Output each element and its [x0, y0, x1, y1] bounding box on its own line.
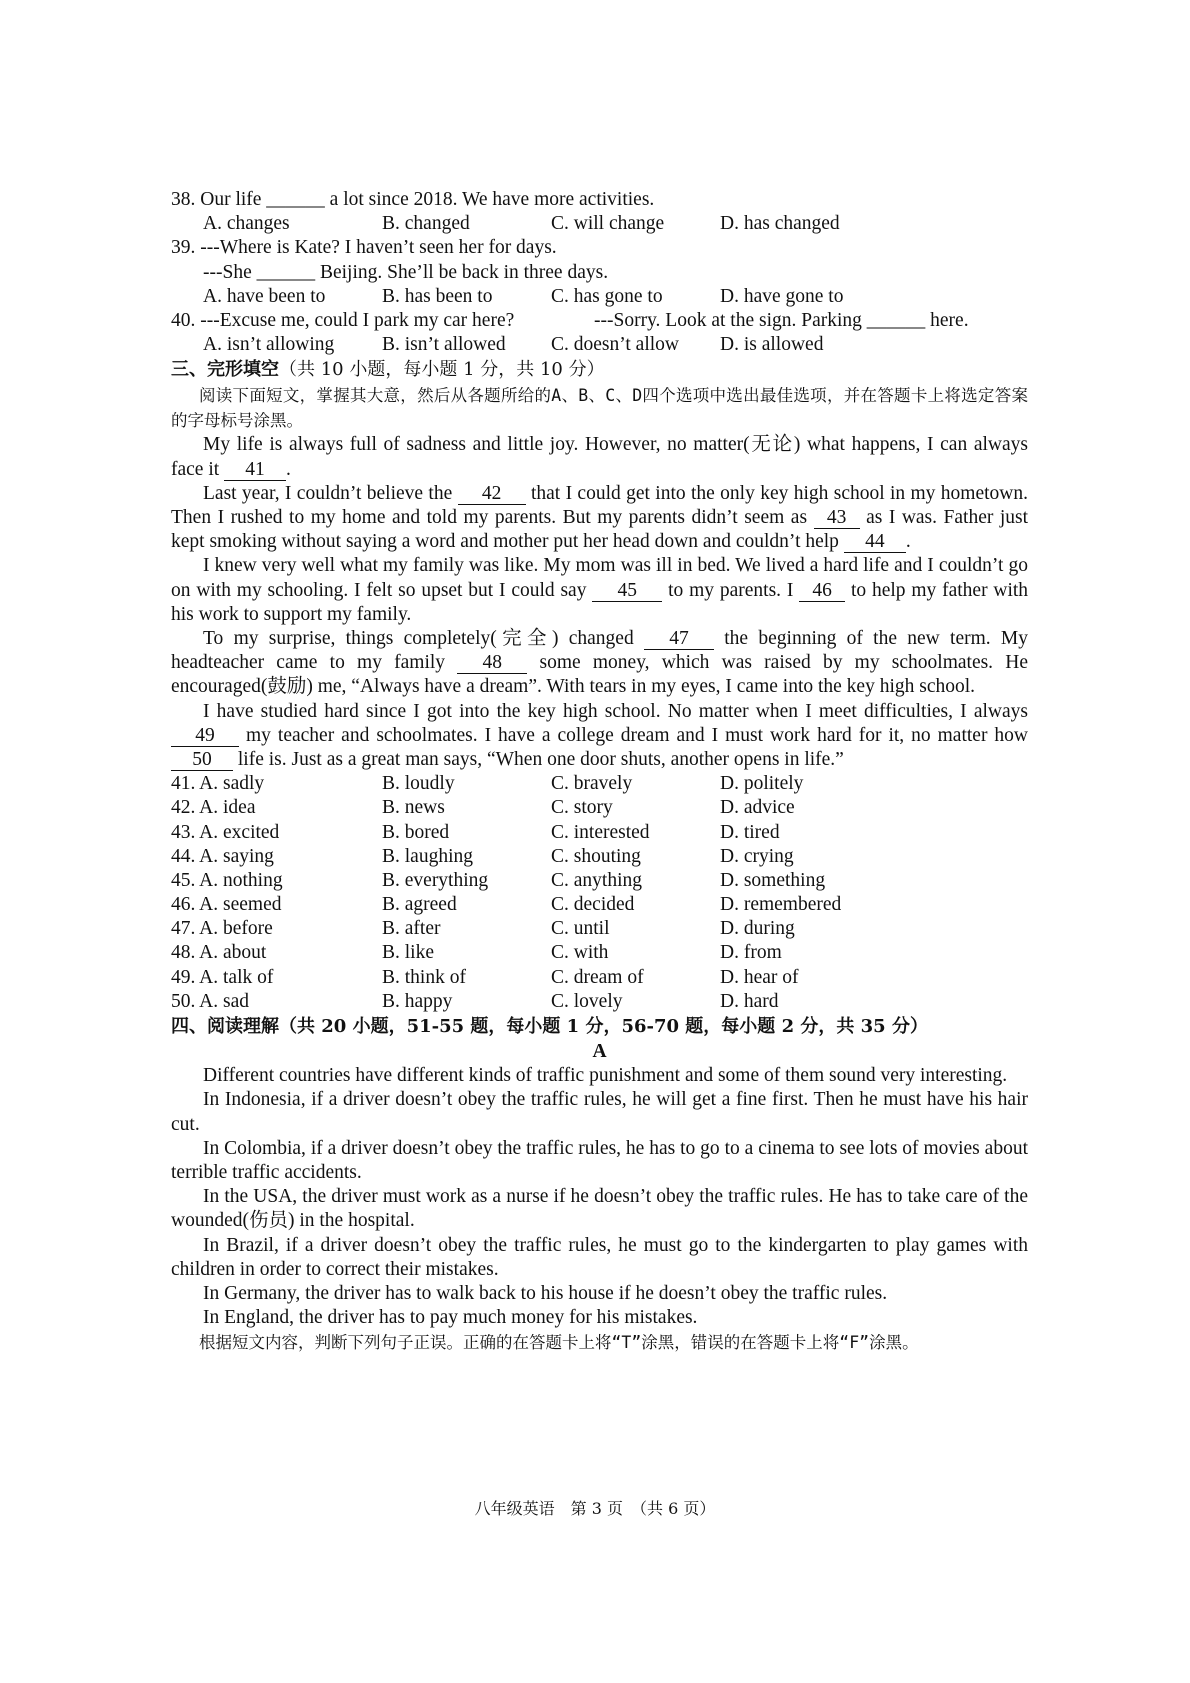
- text: Last year, I couldn’t believe the: [203, 482, 453, 504]
- option: 43. A. excited: [171, 821, 280, 843]
- option: B. laughing: [382, 845, 473, 867]
- cloze-paragraph-1: [171, 433, 1028, 481]
- cloze-paragraph-4: [171, 627, 1028, 700]
- cloze-option-row: [171, 966, 1028, 990]
- option: C. until: [551, 918, 610, 940]
- blank-44: 44: [844, 532, 906, 553]
- option: D. is allowed: [720, 334, 824, 356]
- option: C. has gone to: [551, 285, 663, 307]
- option: C. will change: [551, 213, 665, 235]
- option: B. happy: [382, 990, 453, 1012]
- cloze-option-row: [171, 869, 1028, 893]
- question-39-stem-2: ---She ______ Beijing. She’ll be back in three days.: [203, 261, 609, 283]
- text: to help my father with his work to support my family.: [171, 579, 1029, 625]
- blank-45: 45: [592, 581, 662, 602]
- blank-50: 50: [171, 750, 233, 771]
- cloze-option-row: [171, 845, 1028, 869]
- section-3-heading: [171, 357, 1028, 383]
- cloze-option-row: [171, 917, 1028, 941]
- text: my teacher and schoolmates. I have a college dream and I must work hard for it, no matter how: [246, 724, 1029, 746]
- option: B. like: [382, 942, 434, 964]
- page-content: [171, 188, 1028, 1355]
- option: B. think of: [382, 966, 466, 988]
- cloze-option-row: [171, 990, 1028, 1014]
- option: B. bored: [382, 821, 450, 843]
- section-4-title: 四、阅读理解（共 20 小题，51-55 题，每小题 1 分，56-70 题，每小题 2 分，共 35 分）: [171, 1016, 928, 1038]
- option: B. isn’t allowed: [382, 334, 506, 356]
- option: C. anything: [551, 869, 642, 891]
- option: C. shouting: [551, 845, 641, 867]
- cloze-option-row: [171, 821, 1028, 845]
- cloze-paragraph-2: [171, 482, 1028, 555]
- text: to my parents. I: [668, 579, 794, 601]
- text: that I could get into the only key high school in my hometown. Then I rushed to my home and told my parents. But my parents didn’t seem as: [171, 482, 1028, 528]
- option: C. dream of: [551, 966, 644, 988]
- question-38-stem: 38. Our life ______ a lot since 2018. We have more activities.: [171, 189, 655, 210]
- text: I have studied hard since I got into the key high school. No matter when I meet difficulties, I always: [203, 700, 1028, 722]
- text: .: [905, 531, 911, 553]
- option: D. remembered: [720, 894, 842, 916]
- option: D. hard: [720, 990, 779, 1012]
- option: 42. A. idea: [171, 797, 256, 819]
- reading-paragraph: In Germany, the driver has to walk back to his house if he doesn’t obey the traffic rules.: [203, 1283, 888, 1305]
- option: B. has been to: [382, 285, 493, 307]
- option: 45. A. nothing: [171, 869, 283, 891]
- question-38-options: [171, 212, 1028, 236]
- option: B. agreed: [382, 894, 457, 916]
- text: some money, which was raised by my schoolmates. He encouraged(鼓励) me, “Always have a dream”. With tears in my eyes, I came into the key high school.: [171, 652, 1029, 698]
- reading-paragraph: In the USA, the driver must work as a nurse if he doesn’t obey the traffic rules. He has to take care of the wounded(伤员) in the hospital.: [171, 1186, 1028, 1232]
- option: 48. A. about: [171, 942, 267, 964]
- cloze-paragraph-3: [171, 554, 1028, 627]
- text: as I was. Father just kept smoking without saying a word and mother put her head down and couldn’t help: [171, 506, 1029, 553]
- part-a-title: A: [592, 1041, 607, 1063]
- option: D. hear of: [720, 966, 799, 988]
- option: C. bravely: [551, 773, 633, 795]
- option: B. loudly: [382, 773, 455, 795]
- question-39-stem: 39. ---Where is Kate? I haven’t seen her for days.: [171, 237, 557, 259]
- question-40-stem: [171, 309, 1028, 333]
- blank-41: 41: [224, 460, 286, 481]
- blank-48: 48: [457, 653, 527, 674]
- option: D. crying: [720, 845, 794, 867]
- option: D. advice: [720, 797, 795, 819]
- option: 44. A. saying: [171, 845, 274, 867]
- option: D. from: [720, 942, 782, 964]
- section-3-instruction: 阅读下面短文，掌握其大意，然后从各题所给的A、B、C、D四个选项中选出最佳选项，并在答题卡上将选定答案的字母标号涂黑。: [171, 386, 1028, 431]
- question-40-right: ---Sorry. Look at the sign. Parking ______ here.: [594, 309, 969, 331]
- option: D. have gone to: [720, 285, 844, 307]
- option: 41. A. sadly: [171, 773, 265, 795]
- option: D. during: [720, 918, 795, 940]
- option: D. has changed: [720, 213, 840, 235]
- question-40-left: 40. ---Excuse me, could I park my car here?: [171, 309, 515, 331]
- blank-49: 49: [171, 726, 239, 747]
- option: 50. A. sad: [171, 990, 249, 1012]
- option: D. politely: [720, 773, 804, 795]
- text: My life is always full of sadness and little joy. However, no matter(无论) what happens, I can always face it: [171, 434, 1028, 480]
- option: D. something: [720, 869, 826, 891]
- option: A. have been to: [203, 285, 326, 307]
- cloze-options: [171, 772, 1028, 1014]
- option: A. isn’t allowing: [203, 334, 335, 356]
- option: B. after: [382, 918, 441, 940]
- text: To my surprise, things completely(完全) changed: [203, 627, 634, 649]
- text: .: [286, 458, 291, 480]
- question-40-options: [171, 333, 1028, 357]
- section-3-note: （共 10 小题，每小题 1 分，共 10 分）: [279, 359, 605, 381]
- reading-paragraph: In Brazil, if a driver doesn’t obey the traffic rules, he must go to the kindergarten to play games with children in order to correct their mistakes.: [171, 1234, 1028, 1280]
- reading-paragraph: Different countries have different kinds of traffic punishment and some of them sound very interesting.: [203, 1065, 1008, 1087]
- cloze-paragraph-5: [171, 700, 1028, 773]
- blank-46: 46: [799, 581, 845, 602]
- cloze-option-row: [171, 772, 1028, 796]
- blank-47: 47: [644, 629, 714, 650]
- option: B. everything: [382, 869, 489, 891]
- blank-43: 43: [814, 508, 860, 529]
- option: C. decided: [551, 894, 635, 916]
- reading-paragraph: In Colombia, if a driver doesn’t obey the traffic rules, he has to go to a cinema to see lots of movies about terrible traffic accidents.: [171, 1137, 1028, 1184]
- option: 49. A. talk of: [171, 966, 274, 988]
- option: 46. A. seemed: [171, 894, 282, 916]
- option: C. interested: [551, 821, 650, 843]
- option: C. with: [551, 942, 609, 964]
- option: B. changed: [382, 213, 470, 235]
- option: A. changes: [203, 213, 290, 235]
- cloze-option-row: [171, 893, 1028, 917]
- option: C. story: [551, 797, 613, 819]
- text: I knew very well what my family was like. My mom was ill in bed. We lived a hard life and I couldn’t go on with my schooling. I felt so upset but I could say: [171, 555, 1028, 601]
- text: the beginning of the new term. My headteacher came to my family: [171, 627, 1029, 674]
- blank-42: 42: [458, 484, 526, 505]
- cloze-option-row: [171, 796, 1028, 820]
- option: C. doesn’t allow: [551, 334, 680, 356]
- page-footer: 八年级英语 第 3 页 （共 6 页）: [474, 1499, 716, 1518]
- section-3-title: 三、完形填空: [171, 359, 279, 381]
- option: 47. A. before: [171, 918, 273, 940]
- text: life is. Just as a great man says, “When one door shuts, another opens in life.”: [237, 748, 844, 770]
- option: C. lovely: [551, 990, 623, 1012]
- reading-paragraph: In England, the driver has to pay much money for his mistakes.: [203, 1307, 698, 1329]
- option: B. news: [382, 797, 445, 819]
- question-39-options: [171, 285, 1028, 309]
- option: D. tired: [720, 821, 780, 843]
- reading-paragraph: In Indonesia, if a driver doesn’t obey the traffic rules, he will get a fine first. Then he must have his hair cut.: [171, 1089, 1028, 1135]
- cloze-option-row: [171, 941, 1028, 965]
- section-4-instruction: 根据短文内容，判断下列句子正误。正确的在答题卡上将“T”涂黑，错误的在答题卡上将“F”涂黑。: [199, 1333, 919, 1353]
